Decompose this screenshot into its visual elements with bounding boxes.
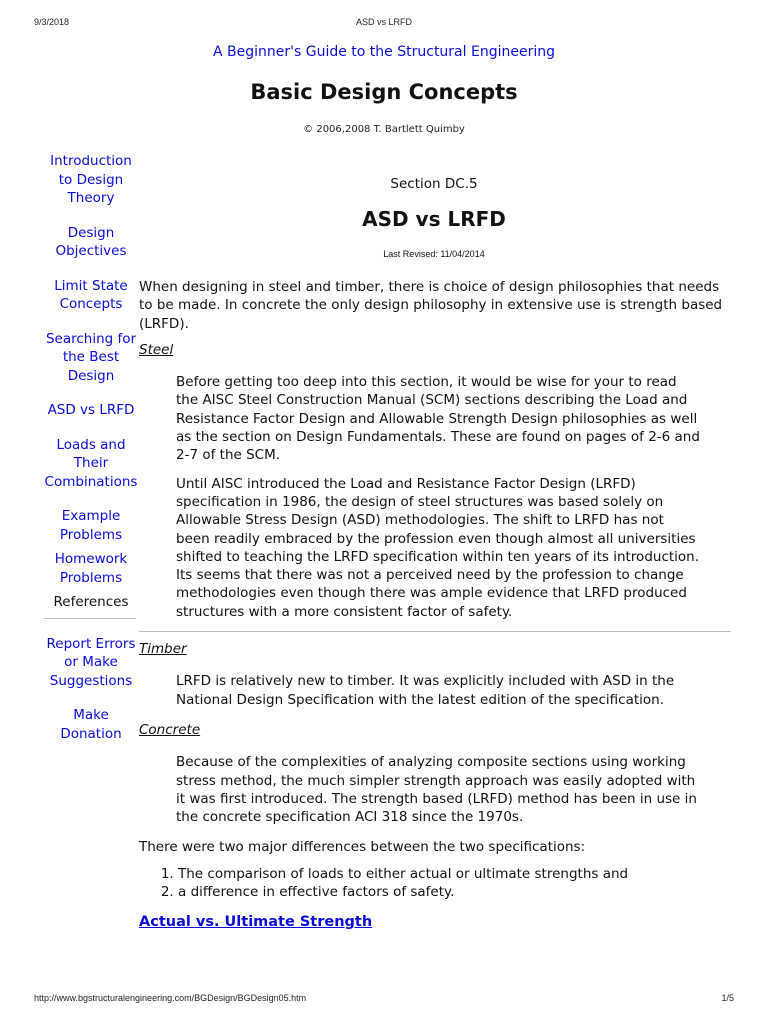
page-title: Basic Design Concepts (250, 80, 518, 104)
copyright: © 2006,2008 T. Bartlett Quimby (303, 124, 465, 135)
sidebar-item-make-donation[interactable]: Make Donation (60, 707, 122, 742)
sidebar-item-limit-state-concepts[interactable]: Limit State Concepts (54, 277, 128, 312)
sidebar-item-example-problems[interactable]: Example Problems (59, 508, 123, 543)
sidebar-item-references: References (53, 594, 129, 610)
sidebar-item-design-objectives[interactable]: Design Objectives (55, 224, 127, 259)
print-header-title: ASD vs LRFD (355, 17, 412, 27)
list-item: 2. a difference in effective factors of safety. (178, 883, 731, 901)
differences-intro: There were two major differences between the two specifications: (139, 839, 586, 856)
steel-paragraph-2: Until AISC introduced the Load and Resistance Factor Design (LRFD) specification in 1986, the design of steel structures was based solely on Allowable Stress Design (ASD) methodologies. The shift to LRFD has not been readily embraced by the profession even though almost all universities shifted to teaching the LRFD specification within ten years of its introduction. Its seems that there was not a perceived need by the profession to change methodologies even though there was ample evidence that LRFD produced structures with a more consistent factor of safety. (176, 475, 700, 620)
sidebar-item-asd-vs-lrfd[interactable]: ASD vs LRFD (47, 402, 135, 418)
steel-heading: Steel (139, 341, 174, 358)
sidebar-item-homework-problems[interactable]: Homework Problems (54, 551, 128, 586)
sidebar-divider (44, 618, 136, 619)
section-divider (139, 631, 731, 632)
sidebar-item-report-errors[interactable]: Report Errors or Make Suggestions (46, 635, 136, 689)
sidebar-item-intro-design-theory[interactable]: Introduction to Design Theory (50, 153, 132, 206)
site-title-link[interactable]: A Beginner's Guide to the Structural Engineering (213, 44, 555, 60)
print-header-date: 9/3/2018 (34, 17, 70, 27)
sidebar-item-searching-best-design[interactable]: Searching for the Best Design (45, 330, 137, 384)
print-footer-page: 1/5 (721, 993, 734, 1003)
section-title: ASD vs LRFD (362, 207, 506, 231)
steel-paragraph-1: Before getting too deep into this section, it would be wise for your to read the AISC Steel Construction Manual (SCM) sections describing the Load and Resistance Factor Design and Allowable Strength Design philosophies as well as the section on Design Fundamentals. These are found on pages of 2-6 and 2-7 of the SCM. (176, 374, 700, 464)
differences-list (139, 865, 731, 902)
timber-paragraph: LRFD is relatively new to timber. It was explicitly included with ASD in the National Design Specification with the latest edition of the specification. (176, 673, 675, 708)
print-footer-url: http://www.bgstructuralengineering.com/BGDesign/BGDesign05.htm (34, 993, 307, 1003)
section-label: Section DC.5 (390, 176, 478, 192)
intro-paragraph: When designing in steel and timber, there is choice of design philosophies that needs to be made. In concrete the only design philosophy in extensive use is strength based (LRFD). (139, 279, 723, 332)
sidebar-item-loads-combinations[interactable]: Loads and Their Combinations (44, 436, 138, 490)
concrete-paragraph: Because of the complexities of analyzing composite sections using working stress method, the much simpler strength approach was easily adopted with it was first introduced. The strength based (LRFD) method has been in use in the concrete specification ACI 318 since the 1970s. (176, 754, 697, 826)
concrete-heading: Concrete (139, 721, 201, 738)
sidebar-nav (44, 152, 138, 759)
last-revised: Last Revised: 11/04/2014 (383, 249, 485, 259)
actual-vs-ultimate-link[interactable]: Actual vs. Ultimate Strength (139, 914, 373, 931)
list-item: 1. The comparison of loads to either actual or ultimate strengths and (178, 865, 731, 883)
timber-heading: Timber (139, 641, 187, 658)
main-content (139, 278, 731, 932)
